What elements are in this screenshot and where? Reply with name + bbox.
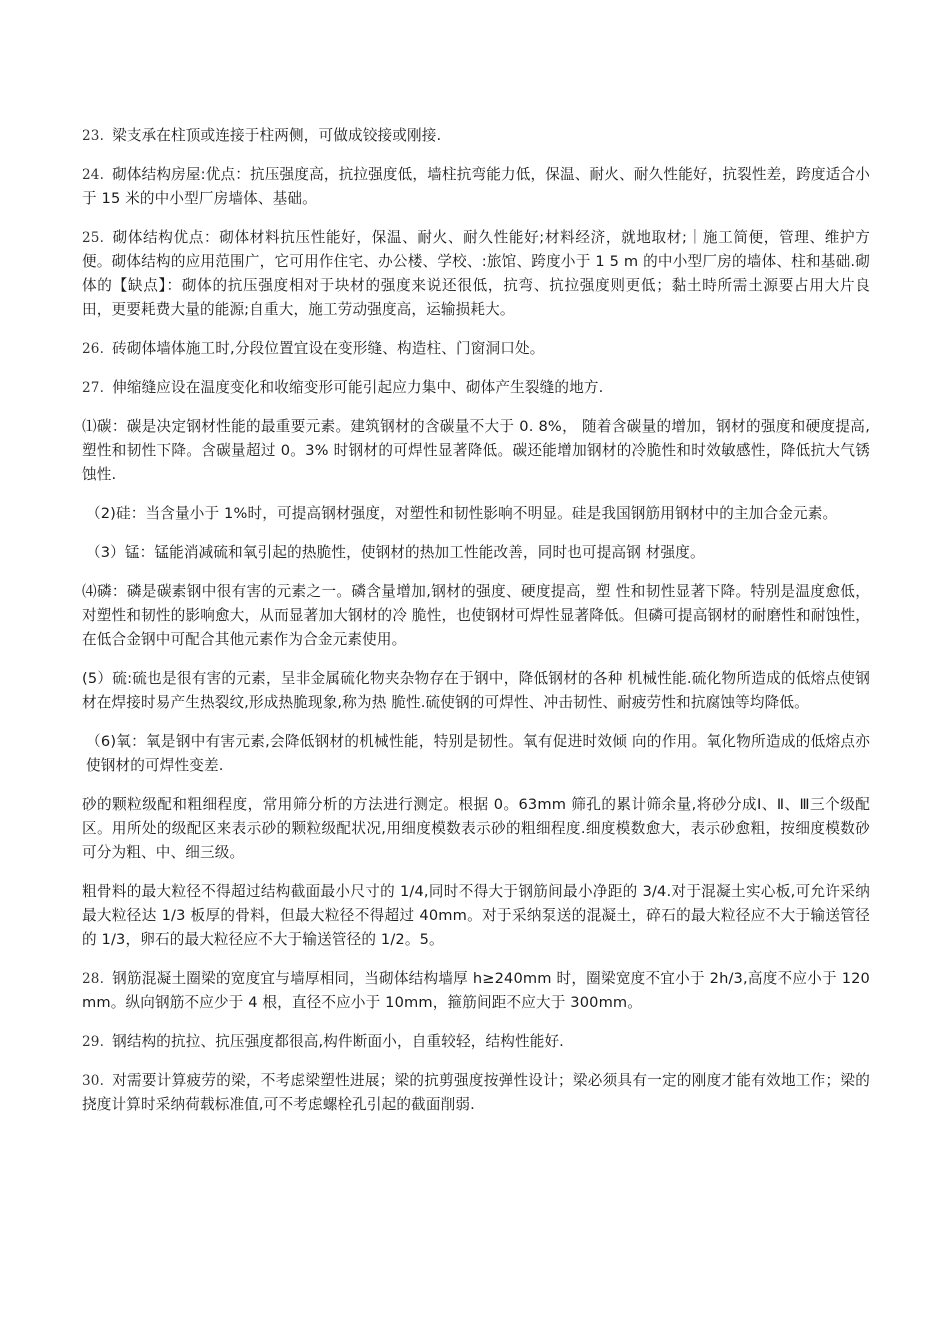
- paragraph-text: 粗骨料的最大粒径不得超过结构截面最小尺寸的 1/4,同时不得大于钢筋间最小净距的 3/4.对于混凝土实心板,可允许采纳最大粒径达 1/3 板厚的骨料，但最大粒径不得超过 40mm。对于采纳泵送的混凝土，碎石的最大粒径应不大于输送管径的 1/3，卵石的最大粒径应不大于输送管径的 1/2。5。: [82, 883, 870, 948]
- paragraph-text: 伸缩缝应设在温度变化和收缩变形可能引起应力集中、砌体产生裂缝的地方.: [112, 379, 604, 396]
- paragraph-text: ⑴碳：碳是决定钢材性能的最重要元素。建筑钢材的含碳量不大于 0. 8%， 随着含碳量的增加，钢材的强度和硬度提高,塑性和韧性下降。含碳量超过 0。3% 时钢材的可焊性显著降低。碳还能增加钢材的冷脆性和时效敏感性，降低抗大气锈 蚀性.: [82, 418, 870, 483]
- paragraph-text: 砂的颗粒级配和粗细程度，常用筛分析的方法进行测定。根据 0。63mm 筛孔的累计筛余量,将砂分成Ⅰ、Ⅱ、Ⅲ三个级配区。用所处的级配区来表示砂的颗粒级配状况,用细度模数表示砂的粗细程度.细度模数愈大，表示砂愈粗，按细度模数砂可分为粗、中、细三级。: [82, 796, 870, 861]
- paragraph-sulfur: [82, 667, 870, 715]
- paragraph-26: [82, 337, 870, 361]
- paragraph-text: 对需要计算疲劳的梁，不考虑梁塑性进展；梁的抗剪强度按弹性设计；梁必须具有一定的刚度才能有效地工作；梁的挠度计算时采纳荷载标准值,可不考虑螺栓孔引起的截面削弱.: [82, 1072, 870, 1113]
- paragraph-30: [82, 1069, 870, 1117]
- paragraph-text: ⑷磷：磷是碳素钢中很有害的元素之一。磷含量增加,钢材的强度、硬度提高，塑 性和韧性显著下降。特别是温度愈低，对塑性和韧性的影响愈大，从而显著加大钢材的冷 脆性，也使钢材可焊性显著降低。但磷可提高钢材的耐磨性和耐蚀性，在低合金钢中可配合其他元素作为合金元素使用。: [82, 583, 870, 648]
- paragraph-text: 钢筋混凝土圈梁的宽度宜与墙厚相同，当砌体结构墙厚 h≥240mm 时，圈梁宽度不宜小于 2h/3,高度不应小于 120mm。纵向钢筋不应少于 4 根，直径不应小于 10mm，箍筋间距不应大于 300mm。: [82, 970, 870, 1011]
- item-number: 25.: [82, 230, 105, 246]
- paragraph-carbon: [82, 415, 870, 487]
- paragraph-27: [82, 376, 870, 400]
- paragraph-29: [82, 1030, 870, 1054]
- paragraph-text: 梁支承在柱顶或连接于柱两侧，可做成铰接或刚接.: [112, 127, 442, 144]
- paragraph-manganese: [82, 541, 870, 565]
- paragraph-28: [82, 967, 870, 1015]
- item-number: 30.: [82, 1073, 105, 1089]
- item-number: 28.: [82, 971, 105, 987]
- item-number: 27.: [82, 380, 105, 396]
- paragraph-oxygen: [82, 730, 870, 778]
- paragraph-23: [82, 124, 870, 148]
- paragraph-text: （6)氧：氧是钢中有害元素,会降低钢材的机械性能，特别是韧性。氧有促进时效倾 向的作用。氧化物所造成的低熔点亦使钢材的可焊性变差.: [86, 733, 870, 774]
- paragraph-text: 砌体结构房屋:优点：抗压强度高，抗拉强度低，墙柱抗弯能力低，保温、耐火、耐久性能好，抗裂性差，跨度适合小于 15 米的中小型厂房墙体、基础。: [82, 166, 870, 207]
- paragraph-coarse-aggregate: [82, 880, 870, 952]
- paragraph-text: 砌体结构优点：砌体材料抗压性能好，保温、耐火、耐久性能好;材料经济，就地取材;｜施工简便，管理、维护方便。砌体结构的应用范围广，它可用作住宅、办公楼、学校、:旅馆、跨度小于 1 5 m 的中小型厂房的墙体、柱和基础.砌体的【缺点】：砌体的抗压强度相对于块材的强度来说还很低，抗弯、抗拉强度则更低；黏土時所需土源要占用大片良田，更要耗费大量的能源;自重大，施工劳动强度高，运输损耗大。: [82, 229, 870, 318]
- item-number: 23.: [82, 128, 105, 144]
- paragraph-text: (5）硫:硫也是很有害的元素，呈非金属硫化物夹杂物存在于钢中，降低钢材的各种 机械性能.硫化物所造成的低熔点使钢材在焊接时易产生热裂纹,形成热脆现象,称为热 脆性.硫使钢的可焊性、冲击韧性、耐疲劳性和抗腐蚀等均降低。: [82, 670, 870, 711]
- paragraph-24: [82, 163, 870, 211]
- paragraph-text: 钢结构的抗拉、抗压强度都很高,构件断面小，自重较轻，结构性能好.: [112, 1033, 564, 1050]
- item-number: 26.: [82, 341, 105, 357]
- paragraph-text: 砖砌体墙体施工时,分段位置宜设在变形缝、构造柱、门窗洞口处。: [112, 340, 545, 357]
- item-number: 24.: [82, 167, 105, 183]
- paragraph-sand-grading: [82, 793, 870, 865]
- paragraph-25: [82, 226, 870, 322]
- item-number: 29.: [82, 1034, 105, 1050]
- paragraph-phosphorus: [82, 580, 870, 652]
- paragraph-text: （2)硅：当含量小于 1%时，可提高钢材强度，对塑性和韧性影响不明显。硅是我国钢筋用钢材中的主加合金元素。: [86, 505, 838, 522]
- paragraph-text: （3）锰：锰能消减硫和氧引起的热脆性，使钢材的热加工性能改善，同时也可提高钢 材强度。: [86, 544, 705, 561]
- paragraph-silicon: [82, 502, 870, 526]
